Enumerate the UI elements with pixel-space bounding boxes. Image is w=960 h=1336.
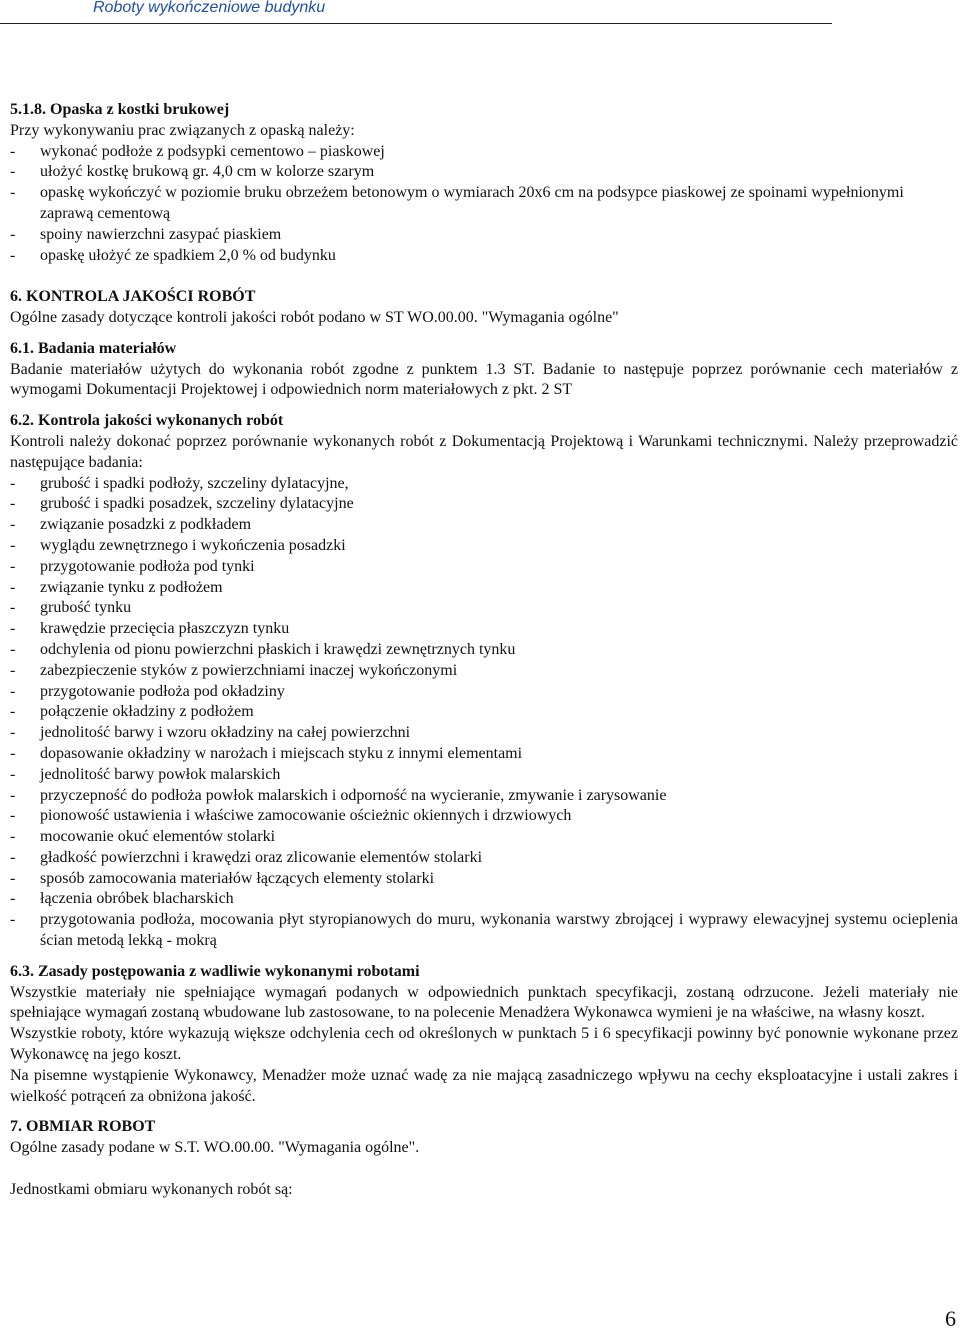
paragraph: Wszystkie materiały nie spełniające wymagań podanych w odpowiednich punktach specyfikacji, zostaną odrzucone. Jeżeli materiały nie spełniające wymagań zostaną wbudowane lub zastosowane, to na polecenie Menadżera Wykonawca wymieni je na właściwe, na własny koszt. <box>10 983 958 1022</box>
header-rule <box>0 23 832 24</box>
list-item: - grubość tynku <box>10 599 132 617</box>
list-item: - wyglądu zewnętrznego i wykończenia posadzki <box>10 536 346 554</box>
inspection-list <box>10 474 958 952</box>
list-item: - przygotowanie podłoża pod okładziny <box>10 682 285 700</box>
list-item: - jednolitość barwy powłok malarskich <box>10 765 281 783</box>
list-item: - ułożyć kostkę brukową gr. 4,0 cm w kolorze szarym <box>10 163 375 181</box>
section-heading-6: 6. KONTROLA JAKOŚCI ROBÓT <box>10 288 256 306</box>
opaska-list <box>10 142 958 267</box>
list-item: - łączenia obróbek blacharskich <box>10 890 234 908</box>
list-item: - odchylenia od pionu powierzchni płaskich i krawędzi zewnętrznych tynku <box>10 640 516 658</box>
list-item: - grubość i spadki podłoży, szczeliny dylatacyjne, <box>10 474 349 492</box>
section-heading-6-3: 6.3. Zasady postępowania z wadliwie wykonanymi robotami <box>10 962 420 980</box>
list-item: - jednolitość barwy i wzoru okładziny na całej powierzchni <box>10 724 411 742</box>
list-item: - wykonać podłoże z podsypki cementowo – piaskowej <box>10 142 385 160</box>
list-item: - zabezpieczenie styków z powierzchniami inaczej wykończonymi <box>10 661 458 679</box>
section-heading-6-1: 6.1. Badania materiałów <box>10 339 177 357</box>
running-header: Roboty wykończeniowe budynku <box>93 0 326 16</box>
list-item: - połączenie okładziny z podłożem <box>10 703 254 721</box>
list-item: - pionowość ustawienia i właściwe zamocowanie ościeżnic okiennych i drzwiowych <box>10 807 572 825</box>
document-body <box>10 100 958 1201</box>
paragraph: Na pisemne wystąpienie Wykonawcy, Menadżer może uznać wadę za nie mającą zasadniczego wpływu na cechy eksploatacyjne i ustali zakres i wielkość potrąceń za obniżona jakość. <box>10 1066 958 1105</box>
list-item: - przygotowanie podłoża pod tynki <box>10 557 255 575</box>
list-item: - sposób zamocowania materiałów łączących elementy stolarki <box>10 869 435 887</box>
list-item: - opaskę wykończyć w poziomie bruku obrzeżem betonowym o wymiarach 20x6 cm na podsypce piaskowej ze spoinami wypełnionymi zaprawą cementową <box>10 184 904 222</box>
list-item: - gładkość powierzchni i krawędzi oraz zlicowanie elementów stolarki <box>10 848 483 866</box>
list-item: - przygotowania podłoża, mocowania płyt styropianowych do muru, wykonania warstwy zbrojącej i wyprawy elewacyjnej systemu ocieplenia ścian metodą lekką - mokrą <box>10 911 958 950</box>
list-item: - mocowanie okuć elementów stolarki <box>10 828 276 846</box>
list-item: - opaskę ułożyć ze spadkiem 2,0 % od budynku <box>10 246 336 264</box>
list-item: - związanie tynku z podłożem <box>10 578 223 596</box>
page-number: 6 <box>945 1306 956 1331</box>
section-heading-5-1-8: 5.1.8. Opaska z kostki brukowej <box>10 101 230 118</box>
paragraph: Ogólne zasady dotyczące kontroli jakości robót podano w ST WO.00.00. "Wymagania ogólne" <box>10 308 619 326</box>
list-item: - dopasowanie okładziny w narożach i miejscach styku z innymi elementami <box>10 744 523 762</box>
list-item: - związanie posadzki z podkładem <box>10 516 252 534</box>
paragraph: Jednostkami obmiaru wykonanych robót są: <box>10 1180 293 1198</box>
paragraph: Badanie materiałów użytych do wykonania robót zgodne z punktem 1.3 ST. Badanie to następuje poprzez porównanie cech materiałów z wymogami Dokumentacji Projektowej i odpowiednich norm materiałowych z pkt. 2 ST <box>10 360 958 399</box>
list-item: - grubość i spadki posadzek, szczeliny dylatacyjne <box>10 495 354 513</box>
list-item: - przyczepność do podłoża powłok malarskich i odporność na wycieranie, zmywanie i zarysowanie <box>10 786 667 804</box>
paragraph: Ogólne zasady podane w S.T. WO.00.00. "Wymagania ogólne". <box>10 1139 420 1157</box>
section-intro: Przy wykonywaniu prac związanych z opaską należy: <box>10 121 355 139</box>
list-item: - spoiny nawierzchni zasypać piaskiem <box>10 225 282 243</box>
section-heading-7: 7. OBMIAR ROBOT <box>10 1118 156 1136</box>
list-item: - krawędzie przecięcia płaszczyzn tynku <box>10 620 290 638</box>
paragraph: Wszystkie roboty, które wykazują większe odchylenia cech od określonych w punktach 5 i 6 specyfikacji powinny być ponownie wykonane przez Wykonawcę na jego koszt. <box>10 1025 958 1064</box>
paragraph: Kontroli należy dokonać poprzez porównanie wykonanych robót z Dokumentacją Projektową i Warunkami technicznymi. Należy przeprowadzić następujące badania: <box>10 432 958 471</box>
section-heading-6-2: 6.2. Kontrola jakości wykonanych robót <box>10 412 284 430</box>
